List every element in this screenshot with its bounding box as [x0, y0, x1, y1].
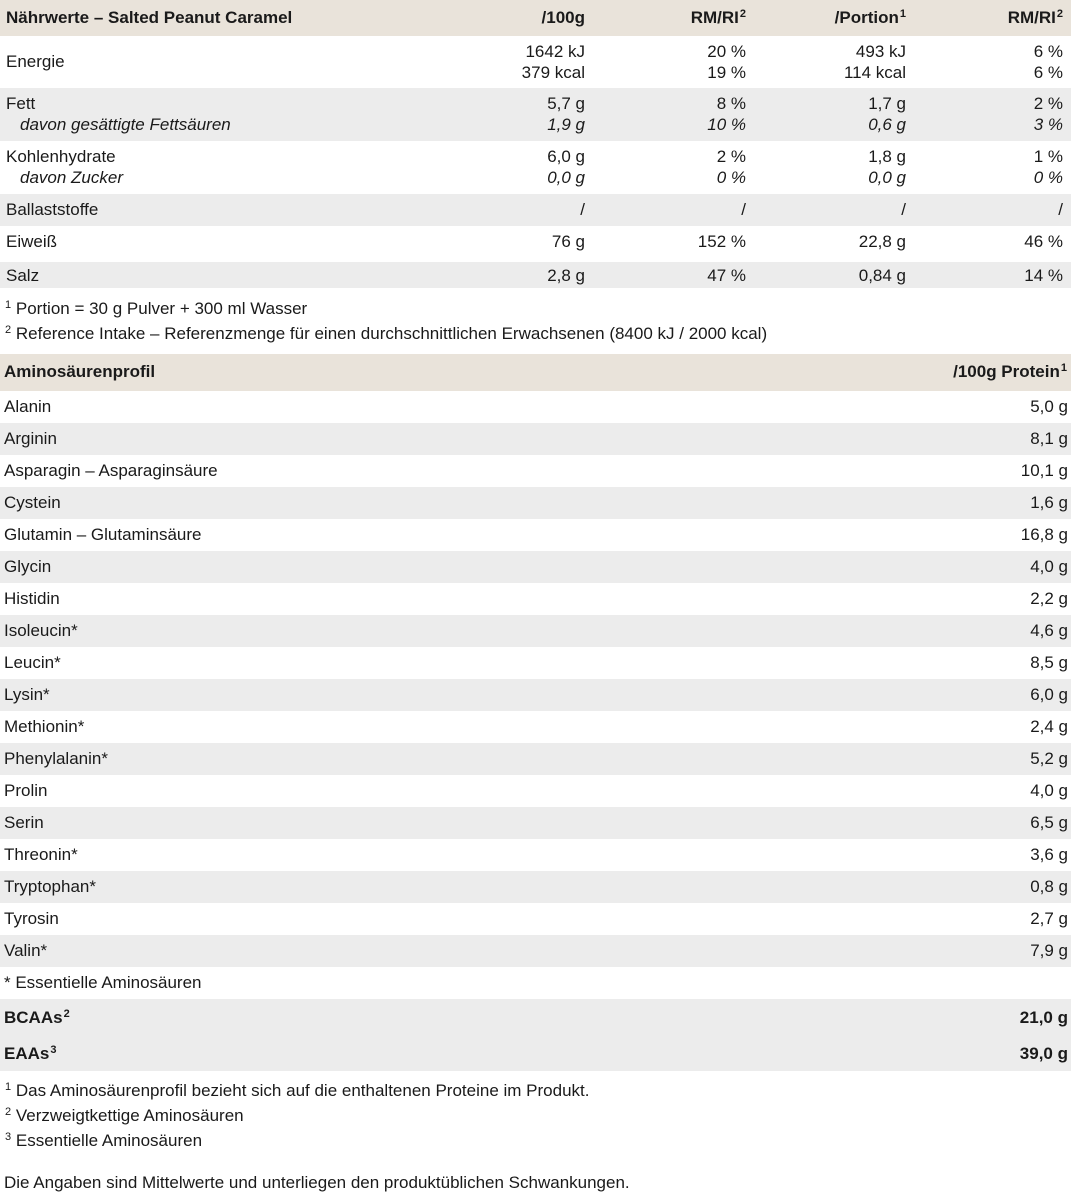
amino-value: 4,0 g	[1030, 781, 1068, 800]
amino-row	[0, 743, 1071, 775]
nutrition-title: Nährwerte – Salted Peanut Caramel	[6, 8, 293, 27]
amino-row	[0, 935, 1071, 967]
amino-name: Glutamin – Glutaminsäure	[4, 525, 202, 544]
disclaimer: Die Angaben sind Mittelwerte und unterliegen den produktüblichen Schwankungen.	[4, 1173, 630, 1192]
amino-row	[0, 519, 1071, 551]
amino-name: Leucin*	[4, 653, 61, 672]
nutrient-label: Energie	[6, 52, 65, 71]
value-rm-per100: 20 % 19 %	[707, 42, 746, 82]
value-rm-portion: 14 %	[1024, 266, 1063, 285]
amino-name: Methionin*	[4, 717, 85, 736]
amino-value: 10,1 g	[1020, 461, 1068, 480]
value-per100: 5,7 g 1,9 g	[547, 94, 585, 134]
amino-value: 6,0 g	[1030, 685, 1068, 704]
value-per-portion: 1,7 g 0,6 g	[868, 94, 906, 134]
nutrition-row-fett	[0, 88, 1071, 141]
amino-value: 6,5 g	[1030, 813, 1068, 832]
amino-value: 3,6 g	[1030, 845, 1068, 864]
value-per-portion: 1,8 g 0,0 g	[868, 147, 906, 187]
header-per-100g: /100g	[541, 8, 585, 27]
amino-header-value: /100g Protein$^1$	[953, 362, 1067, 381]
amino-title: Aminosäurenprofil	[4, 362, 156, 381]
header-rm-ri-100g: $RM/RI^2$	[690, 8, 746, 27]
amino-value: 2,4 g	[1030, 717, 1068, 736]
amino-row	[0, 839, 1071, 871]
amino-name: Asparagin – Asparaginsäure	[4, 461, 218, 480]
value-rm-portion: 6 % 6 %	[1033, 42, 1063, 82]
amino-value: 5,2 g	[1030, 749, 1068, 768]
footnote-eaa: $^3$ Essentielle Aminosäuren	[5, 1131, 203, 1150]
amino-row	[0, 455, 1071, 487]
amino-name: Lysin*	[4, 685, 50, 704]
nutrient-label: Kohlenhydrate davon Zucker	[6, 147, 123, 187]
value-per100: 76 g	[551, 232, 585, 251]
amino-row	[0, 903, 1071, 935]
amino-row	[0, 423, 1071, 455]
footnote-amino-profile: $^1$ Das Aminosäurenprofil bezieht sich auf die enthaltenen Proteine im Produkt.	[5, 1081, 590, 1100]
amino-name: Cystein	[4, 493, 61, 512]
amino-value: 8,1 g	[1030, 429, 1068, 448]
amino-row	[0, 775, 1071, 807]
value-per-portion: 22,8 g	[858, 232, 906, 251]
value-rm-portion: 46 %	[1024, 232, 1063, 251]
amino-row	[0, 615, 1071, 647]
nutrition-row-ballaststoffe	[0, 194, 1071, 226]
value-per-portion: 0,84 g	[858, 266, 906, 285]
value-per100: 1642 kJ 379 kcal	[521, 42, 585, 82]
bcaa-label: BCAAs$^2$	[4, 1008, 70, 1027]
amino-row	[0, 807, 1071, 839]
nutrition-header-row	[0, 0, 1071, 36]
footnote-portion: $^1$ Portion = 30 g Pulver + 300 ml Wasser	[5, 299, 308, 318]
amino-row	[0, 391, 1071, 423]
amino-value: 4,6 g	[1030, 621, 1068, 640]
amino-value: 5,0 g	[1030, 397, 1068, 416]
value-per100: 6,0 g 0,0 g	[547, 147, 585, 187]
value-rm-per100: 2 % 0 %	[716, 147, 746, 187]
amino-row	[0, 679, 1071, 711]
value-rm-per100: /	[741, 200, 746, 219]
value-per-portion: /	[901, 200, 906, 219]
eaa-value: 39,0 g	[1019, 1044, 1068, 1063]
amino-value: 16,8 g	[1020, 525, 1068, 544]
amino-name: Histidin	[4, 589, 60, 608]
value-per100: /	[580, 200, 585, 219]
bcaa-value: 21,0 g	[1019, 1008, 1068, 1027]
nutrient-label: Eiweiß	[6, 232, 58, 251]
value-per-portion: 493 kJ 114 kcal	[843, 42, 906, 82]
amino-row	[0, 583, 1071, 615]
amino-value: 2,7 g	[1030, 909, 1068, 928]
value-rm-portion: 2 % 3 %	[1033, 94, 1063, 134]
eaa-label: EAAs$^3$	[4, 1044, 57, 1063]
nutrition-row-eiweiss	[0, 226, 1071, 262]
amino-name: Serin	[4, 813, 44, 832]
value-rm-portion: 1 % 0 %	[1033, 147, 1063, 187]
footnote-bcaa: $^2$ Verzweigtkettige Aminosäuren	[5, 1106, 244, 1125]
eaa-row	[0, 1035, 1071, 1071]
bcaa-row	[0, 999, 1071, 1035]
amino-name: Threonin*	[4, 845, 78, 864]
amino-value: 8,5 g	[1030, 653, 1068, 672]
amino-name: Isoleucin*	[4, 621, 78, 640]
amino-header-row	[0, 354, 1071, 391]
nutrient-label: Ballaststoffe	[6, 200, 99, 219]
footnote-reference-intake: $^2$ Reference Intake – Referenzmenge für einen durchschnittlichen Erwachsenen (8400 kJ / 2000 kcal)	[5, 324, 768, 343]
amino-row	[0, 487, 1071, 519]
amino-row	[0, 711, 1071, 743]
essential-amino-note: * Essentielle Aminosäuren	[0, 967, 1071, 999]
value-rm-per100: 152 %	[697, 232, 746, 251]
header-rm-ri-portion: $RM/RI^2$	[1007, 8, 1063, 27]
nutrition-row-kohlenhydrate	[0, 141, 1071, 194]
amino-name: Valin*	[4, 941, 48, 960]
amino-value: 7,9 g	[1030, 941, 1068, 960]
amino-row	[0, 871, 1071, 903]
nutrition-row-salz	[0, 262, 1071, 288]
value-per100: 2,8 g	[547, 266, 585, 285]
amino-value: 2,2 g	[1030, 589, 1068, 608]
nutrient-label: Salz	[6, 266, 40, 285]
amino-value: 1,6 g	[1030, 493, 1068, 512]
amino-name: Tyrosin	[4, 909, 59, 928]
nutrition-row-energie	[0, 36, 1071, 88]
amino-row	[0, 551, 1071, 583]
amino-name: Alanin	[4, 397, 52, 416]
amino-row	[0, 647, 1071, 679]
amino-name: Arginin	[4, 429, 57, 448]
header-per-portion: /Portion$^1$	[834, 8, 906, 27]
amino-name: Prolin	[4, 781, 48, 800]
value-rm-per100: 47 %	[707, 266, 746, 285]
nutrient-label: Fett davon gesättigte Fettsäuren	[6, 94, 231, 134]
nutrition-table	[0, 0, 1071, 288]
amino-value: 0,8 g	[1030, 877, 1068, 896]
value-rm-portion: /	[1058, 200, 1063, 219]
amino-name: Phenylalanin*	[4, 749, 108, 768]
value-rm-per100: 8 % 10 %	[707, 94, 746, 134]
amino-value: 4,0 g	[1030, 557, 1068, 576]
amino-name: Glycin	[4, 557, 52, 576]
amino-name: Tryptophan*	[4, 877, 96, 896]
